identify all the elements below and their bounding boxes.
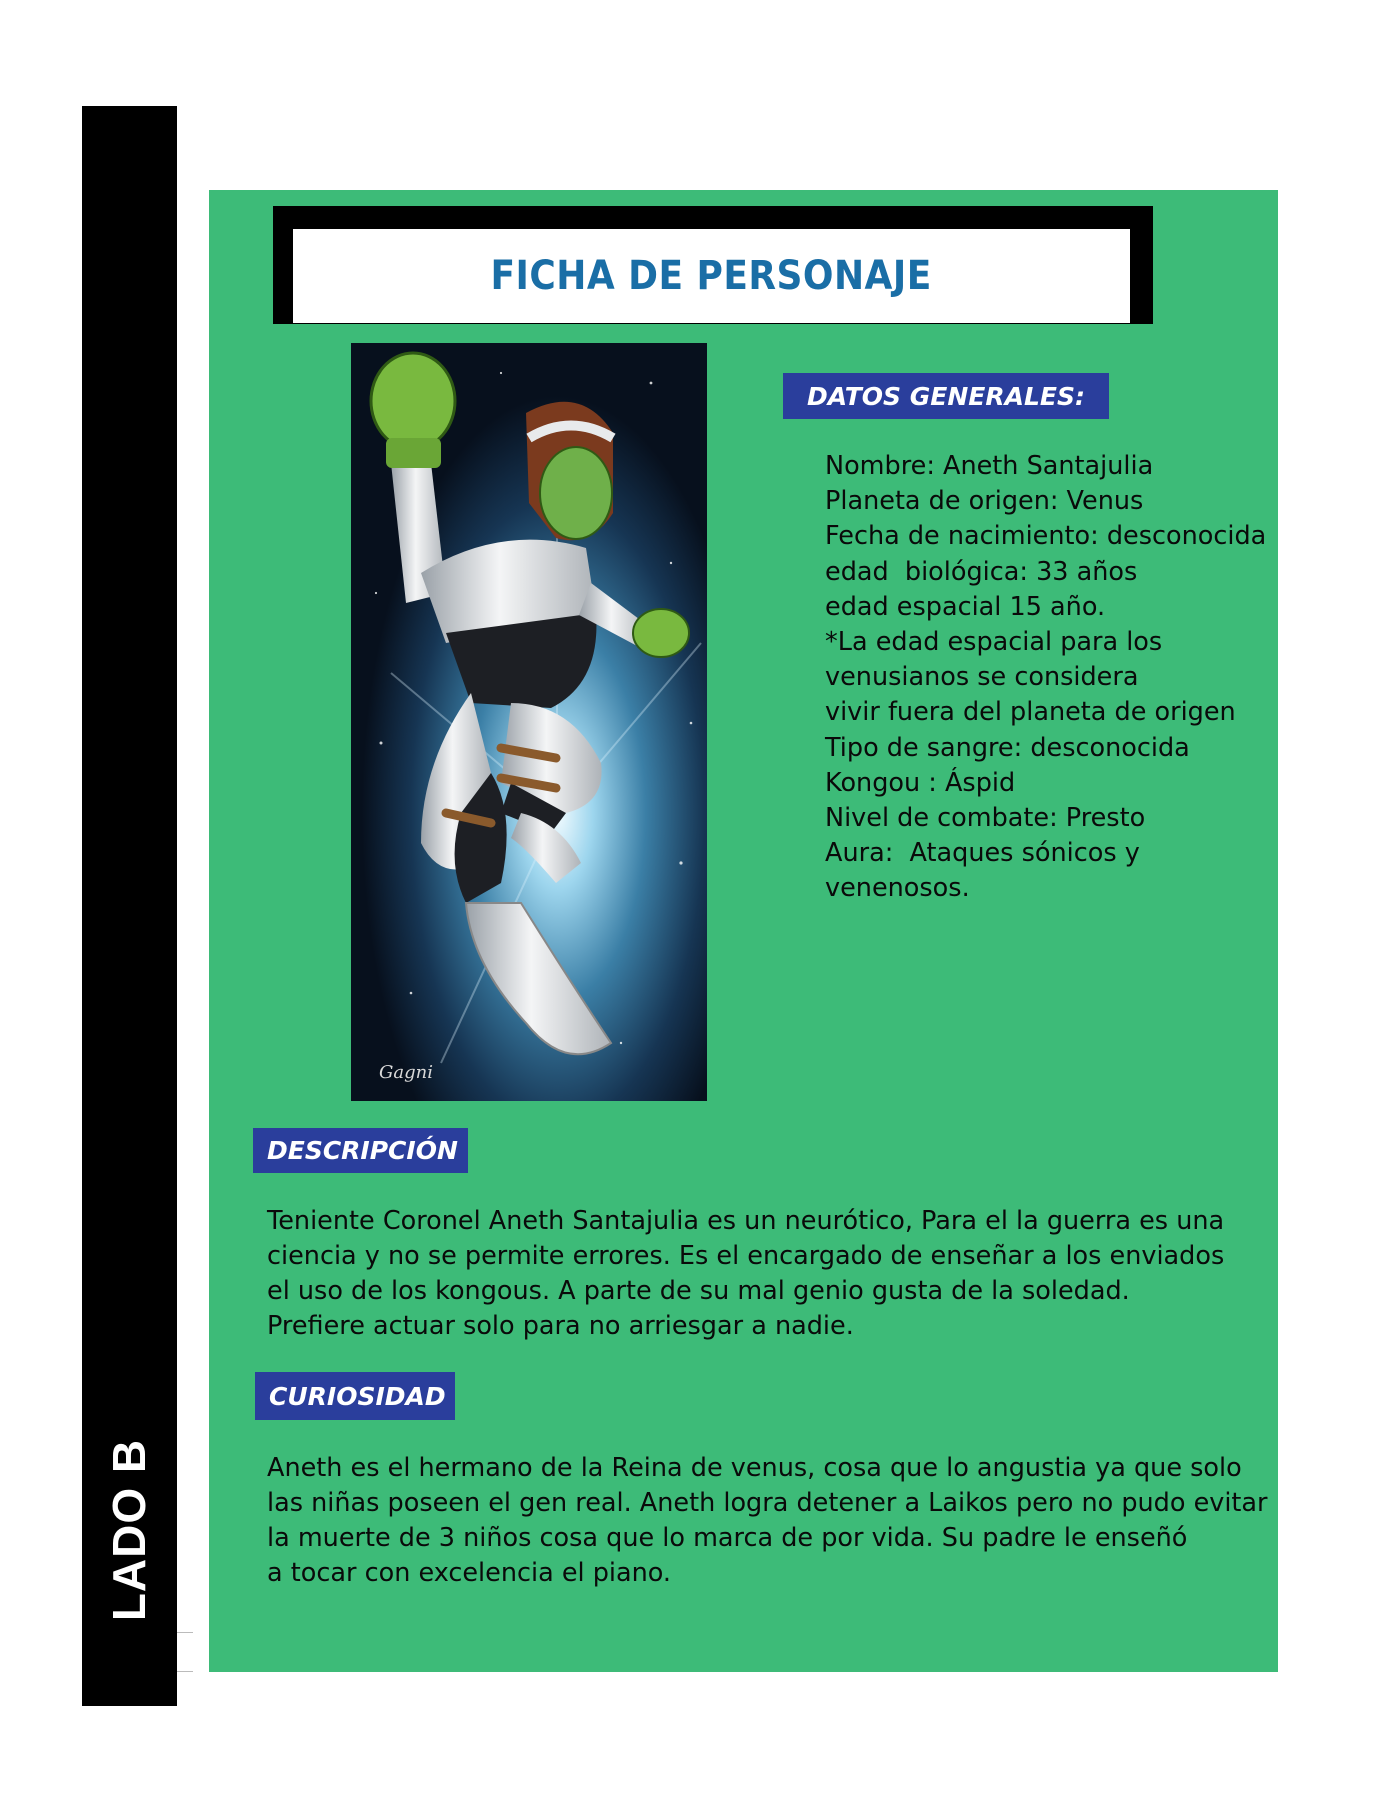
datos-generales-heading: DATOS GENERALES: [783,373,1109,419]
datos-line: venenosos. [825,873,970,904]
descripcion-text [267,1204,1224,1344]
page-title: FICHA DE PERSONAJE [490,253,933,299]
curiosidad-line: la muerte de 3 niños cosa que lo marca de por vida. Su padre le enseñó [267,1523,1188,1553]
datos-line: edad espacial 15 año. [825,591,1106,622]
margin-tick [177,1632,193,1633]
side-label: LADO B [103,1438,155,1622]
character-illustration [351,343,707,1101]
descripcion-heading: DESCRIPCIÓN [253,1128,468,1173]
curiosidad-heading: CURIOSIDAD [255,1372,455,1420]
curiosidad-line: a tocar con excelencia el piano. [267,1558,672,1588]
margin-tick [177,1671,193,1672]
datos-line: venusianos se considera [825,662,1139,693]
curiosidad-line: Aneth es el hermano de la Reina de venus, cosa que lo angustia ya que solo [267,1453,1242,1483]
datos-line: Planeta de origen: Venus [825,486,1144,517]
descripcion-line: el uso de los kongous. A parte de su mal genio gusta de la soledad. [267,1276,1130,1306]
descripcion-line: ciencia y no se permite errores. Es el encargado de enseñar a los enviados [267,1241,1225,1271]
datos-line: edad biológica: 33 años [825,556,1138,587]
datos-line: Nombre: Aneth Santajulia [825,451,1154,481]
datos-line: vivir fuera del planeta de origen [825,697,1236,728]
descripcion-line: Prefiere actuar solo para no arriesgar a nadie. [267,1311,854,1341]
descripcion-line: Teniente Coronel Aneth Santajulia es un neurótico, Para el la guerra es una [267,1206,1225,1236]
artist-signature: Gagni [379,1062,433,1083]
datos-line: Tipo de sangre: desconocida [825,732,1190,763]
title-box [293,229,1130,323]
curiosidad-text [267,1451,1268,1591]
datos-line: Aura: Ataques sónicos y [825,838,1140,869]
datos-line: Nivel de combate: Presto [825,803,1146,834]
datos-generales-list [825,449,1266,907]
datos-line: Fecha de nacimiento: desconocida [825,521,1267,552]
curiosidad-line: las niñas poseen el gen real. Aneth logra detener a Laikos pero no pudo evitar [267,1488,1268,1518]
datos-line: *La edad espacial para los [825,627,1163,658]
datos-line: Kongou : Áspid [825,767,1016,798]
